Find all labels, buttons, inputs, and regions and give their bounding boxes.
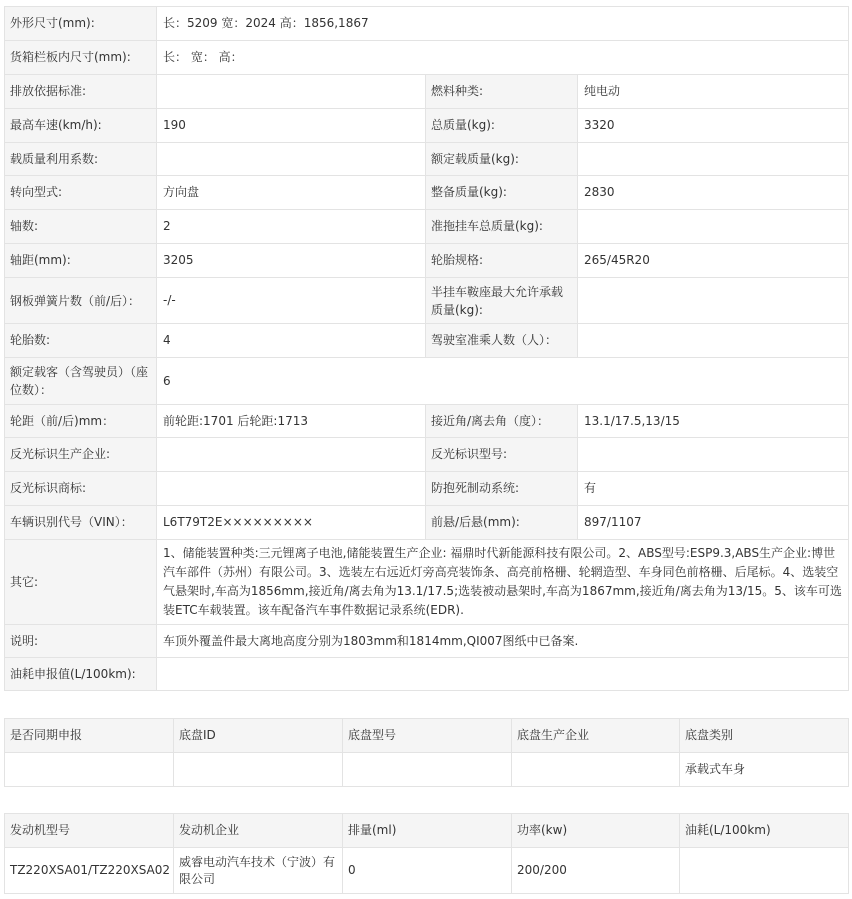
top-speed-label: 最高车速(km/h): xyxy=(5,109,157,143)
chassis-header-cell: 底盘ID xyxy=(174,719,343,753)
spec-row xyxy=(5,540,849,625)
engine-header-cell: 油耗(L/100km) xyxy=(680,814,849,848)
chassis-header-cell: 底盘型号 xyxy=(343,719,512,753)
note-value: 车顶外覆盖件最大离地高度分别为1803mm和1814mm,QI007图纸中已备案. xyxy=(157,625,849,658)
spec-row xyxy=(5,176,849,210)
dimensions-label: 外形尺寸(mm): xyxy=(5,7,157,41)
overhang-label: 前悬/后悬(mm): xyxy=(426,506,578,540)
wheelbase-label: 轴距(mm): xyxy=(5,244,157,278)
chassis-cell xyxy=(5,753,174,787)
rated-passengers-label: 额定载客（含驾驶员）（座位数）： xyxy=(5,358,157,405)
spec-row xyxy=(5,358,849,405)
spec-row xyxy=(5,278,849,324)
cargo-box-value: 长： 宽： 高： xyxy=(157,41,849,75)
spec-row xyxy=(5,324,849,358)
spec-row xyxy=(5,625,849,658)
curb-mass-value: 2830 xyxy=(578,176,849,210)
tire-count-label: 轮胎数: xyxy=(5,324,157,358)
other-value: 1、储能装置种类:三元锂离子电池,储能装置生产企业: 福鼎时代新能源科技有限公司。2、ABS型号:ESP9.3,ABS生产企业:博世汽车部件（苏州）有限公司。3、选装左右远近灯旁高亮装饰条、高亮前格栅、轮辋造型、车身同色前格栅、后尾标。4、选装空气悬架时,车高为1856mm,接近角/离去角为13.1/17.5;选装被动悬架时,车高为1867mm,接近角/离去角为13/15。5、该车可选装ETC车载装置。该车配备汽车事件数据记录系统(EDR). xyxy=(157,540,849,625)
chassis-header-cell: 是否同期申报 xyxy=(5,719,174,753)
spec-row xyxy=(5,405,849,438)
emission-value xyxy=(157,75,426,109)
steering-label: 转向型式: xyxy=(5,176,157,210)
track-label: 轮距（前/后)mm： xyxy=(5,405,157,438)
engine-cell: TZ220XSA01/TZ220XSA02 xyxy=(5,848,174,894)
saddle-load-value xyxy=(578,278,849,324)
table-row xyxy=(5,848,849,894)
reflector-maker-value xyxy=(157,438,426,472)
chassis-header-cell: 底盘类别 xyxy=(680,719,849,753)
total-mass-label: 总质量(kg): xyxy=(426,109,578,143)
steering-value: 方向盘 xyxy=(157,176,426,210)
spec-row xyxy=(5,658,849,691)
tire-value: 265/45R20 xyxy=(578,244,849,278)
spec-row xyxy=(5,210,849,244)
wheelbase-value: 3205 xyxy=(157,244,426,278)
spec-row xyxy=(5,472,849,506)
top-speed-value: 190 xyxy=(157,109,426,143)
engine-header-cell: 发动机企业 xyxy=(174,814,343,848)
spec-row xyxy=(5,244,849,278)
other-label: 其它: xyxy=(5,540,157,625)
engine-header-cell: 发动机型号 xyxy=(5,814,174,848)
chassis-cell xyxy=(343,753,512,787)
axles-value: 2 xyxy=(157,210,426,244)
chassis-header-cell: 底盘生产企业 xyxy=(512,719,680,753)
chassis-cell xyxy=(174,753,343,787)
axles-label: 轴数: xyxy=(5,210,157,244)
vin-label: 车辆识别代号（VIN）： xyxy=(5,506,157,540)
curb-mass-label: 整备质量(kg): xyxy=(426,176,578,210)
angles-label: 接近角/离去角（度）： xyxy=(426,405,578,438)
angles-value: 13.1/17.5,13/15 xyxy=(578,405,849,438)
cab-passengers-label: 驾驶室准乘人数（人）： xyxy=(426,324,578,358)
reflector-model-label: 反光标识型号: xyxy=(426,438,578,472)
spec-table xyxy=(4,6,849,691)
leaf-spring-label: 钢板弹簧片数（前/后）： xyxy=(5,278,157,324)
spec-row xyxy=(5,41,849,75)
note-label: 说明: xyxy=(5,625,157,658)
load-util-label: 载质量利用系数: xyxy=(5,143,157,176)
trailer-mass-label: 准拖挂车总质量(kg): xyxy=(426,210,578,244)
reflector-brand-value xyxy=(157,472,426,506)
leaf-spring-value: -/- xyxy=(157,278,426,324)
spec-row xyxy=(5,438,849,472)
chassis-cell xyxy=(512,753,680,787)
fuel-consumption-value xyxy=(157,658,849,691)
engine-header-cell: 排量(ml) xyxy=(343,814,512,848)
overhang-value: 897/1107 xyxy=(578,506,849,540)
chassis-table xyxy=(4,718,849,787)
tire-label: 轮胎规格: xyxy=(426,244,578,278)
engine-cell: 200/200 xyxy=(512,848,680,894)
chassis-cell: 承载式车身 xyxy=(680,753,849,787)
track-value: 前轮距:1701 后轮距:1713 xyxy=(157,405,426,438)
rated-load-label: 额定载质量(kg): xyxy=(426,143,578,176)
tire-count-value: 4 xyxy=(157,324,426,358)
fuel-consumption-label: 油耗申报值(L/100km): xyxy=(5,658,157,691)
rated-passengers-value: 6 xyxy=(157,358,849,405)
saddle-load-label: 半挂车鞍座最大允许承载质量(kg): xyxy=(426,278,578,324)
engine-table xyxy=(4,813,849,894)
total-mass-value: 3320 xyxy=(578,109,849,143)
reflector-maker-label: 反光标识生产企业: xyxy=(5,438,157,472)
engine-header-cell: 功率(kw) xyxy=(512,814,680,848)
reflector-brand-label: 反光标识商标: xyxy=(5,472,157,506)
abs-label: 防抱死制动系统: xyxy=(426,472,578,506)
cab-passengers-value xyxy=(578,324,849,358)
table-row xyxy=(5,753,849,787)
dimensions-value: 长：5209 宽：2024 高：1856,1867 xyxy=(157,7,849,41)
spec-row xyxy=(5,75,849,109)
engine-header-row xyxy=(5,814,849,848)
trailer-mass-value xyxy=(578,210,849,244)
abs-value: 有 xyxy=(578,472,849,506)
cargo-box-label: 货箱栏板内尺寸(mm): xyxy=(5,41,157,75)
chassis-header-row xyxy=(5,719,849,753)
engine-cell: 威睿电动汽车技术（宁波）有限公司 xyxy=(174,848,343,894)
spec-row xyxy=(5,7,849,41)
fuel-label: 燃料种类: xyxy=(426,75,578,109)
emission-label: 排放依据标准: xyxy=(5,75,157,109)
engine-cell: 0 xyxy=(343,848,512,894)
load-util-value xyxy=(157,143,426,176)
spec-row xyxy=(5,143,849,176)
spec-row xyxy=(5,506,849,540)
reflector-model-value xyxy=(578,438,849,472)
rated-load-value xyxy=(578,143,849,176)
spec-row xyxy=(5,109,849,143)
vin-value: L6T79T2E××××××××× xyxy=(157,506,426,540)
engine-cell xyxy=(680,848,849,894)
fuel-value: 纯电动 xyxy=(578,75,849,109)
